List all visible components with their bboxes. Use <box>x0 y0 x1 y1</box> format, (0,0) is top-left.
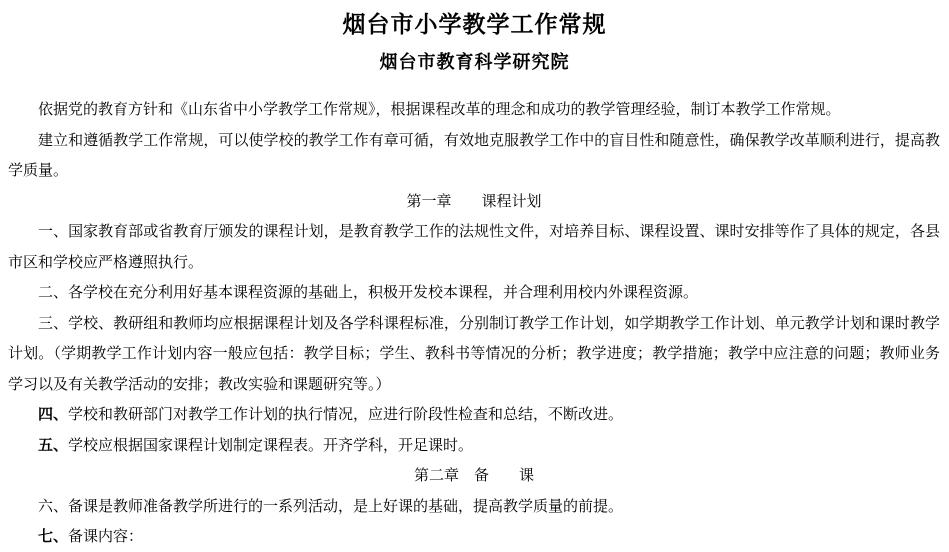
intro-paragraph-1: 依据党的教育方针和《山东省中小学教学工作常规》，根据课程改革的理念和成功的教学管理经验，制订本教学工作常规。 <box>38 100 841 118</box>
article-1-number: 一、 <box>38 222 69 240</box>
article-7-number: 七、 <box>38 527 69 545</box>
article-5-text: 学校应根据国家课程计划制定课程表。开齐学科，开足课时。 <box>68 435 474 454</box>
article-7-text: 备课内容： <box>68 527 144 545</box>
article-2-text: 各学校在充分利用好基本课程资源的基础上，积极开发校本课程，并合理利用校内外课程资源。 <box>68 283 699 301</box>
document-author: 烟台市教育科学研究院 <box>379 52 570 73</box>
article-3-text: 学校、教研组和教师均应根据课程计划及各学科课程标准，分别制订教学工作计划，如学期教学工作计划、单元教学计划和课时教学计划。（学期教学工作计划内容一般应包括：教学目标；学生、教科书等情况的分析；教学进度；教学措施；教学中应注意的问题；教师业务学习以及有关教学活动的安排；教改实验和课题研究等。） <box>8 313 940 393</box>
article-6-text: 备课是教师准备教学所进行的一系列活动，是上好课的基础，提高教学质量的前提。 <box>68 496 624 515</box>
article-6 <box>8 491 940 522</box>
document-body <box>8 94 940 552</box>
article-4-text: 学校和教研部门对教学工作计划的执行情况，应进行阶段性检查和总结，不断改进。 <box>68 405 624 423</box>
article-2 <box>8 277 940 308</box>
article-3-number: 三、 <box>38 313 69 332</box>
article-1-text: 国家教育部或省教育厅颁发的课程计划，是教育教学工作的法规性文件，对培养目标、课程设置、课时安排等作了具体的规定，各县市区和学校应严格遵照执行。 <box>8 222 940 271</box>
chapter-2-heading: 第二章 备 课 <box>413 466 534 484</box>
article-1 <box>8 216 940 277</box>
article-3 <box>8 308 940 400</box>
intro-paragraph-2: 建立和遵循教学工作常规，可以使学校的教学工作有章可循，有效地克服教学工作中的盲目性和随意性，确保教学改革顺利进行，提高教学质量。 <box>8 130 940 179</box>
article-4-number: 四、 <box>38 405 69 423</box>
article-2-number: 二、 <box>38 283 69 301</box>
article-7 <box>8 521 940 552</box>
chapter-1-heading: 第一章 课程计划 <box>406 191 542 210</box>
article-4 <box>8 399 940 430</box>
article-5-number: 五、 <box>38 435 69 454</box>
article-6-number: 六、 <box>38 496 69 515</box>
document-title: 烟台市小学教学工作常规 <box>342 12 607 38</box>
article-5 <box>8 430 940 461</box>
